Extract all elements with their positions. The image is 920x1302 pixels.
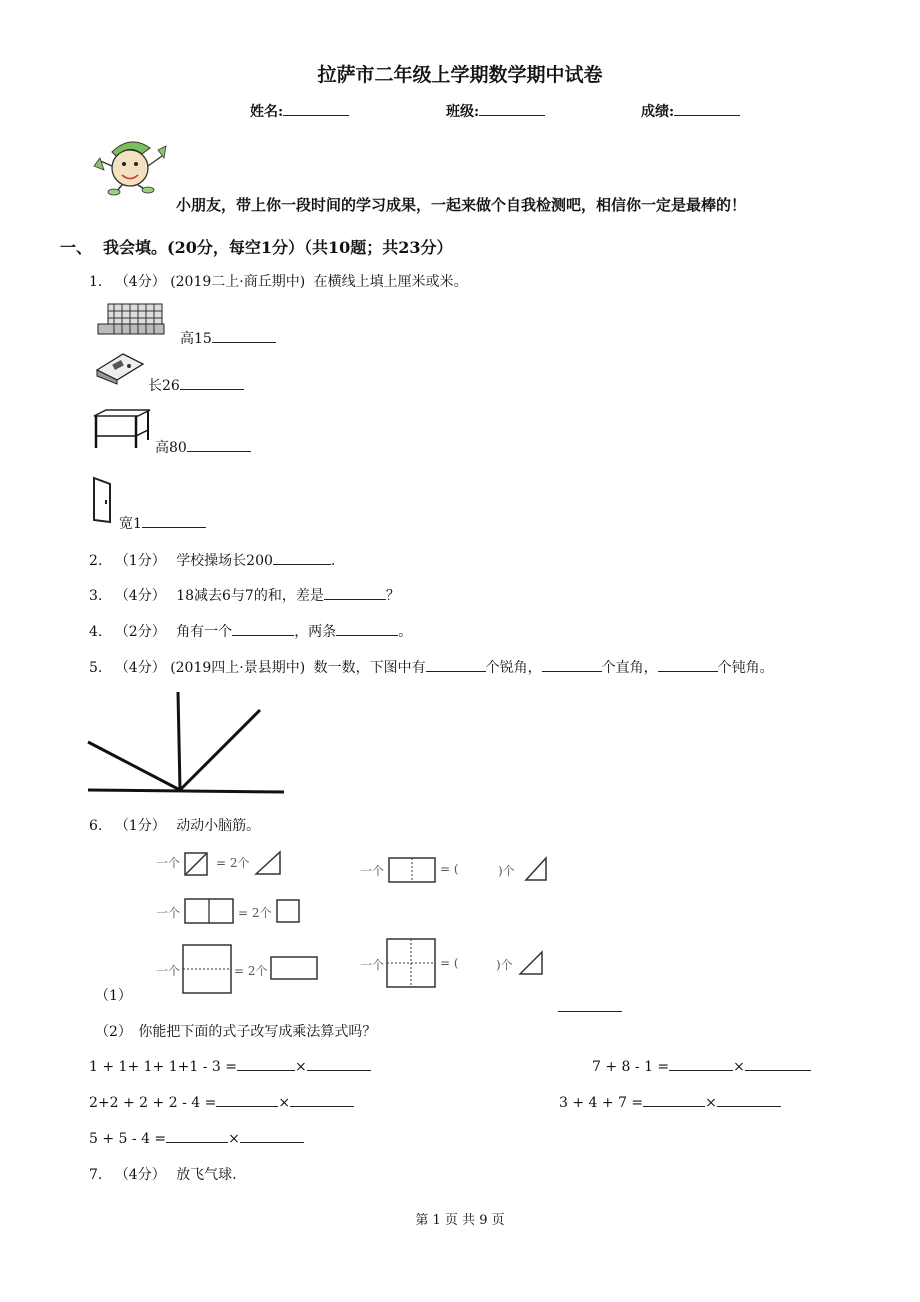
question-5 (89, 657, 774, 677)
question-6 (89, 815, 260, 835)
quartered-square-shape (386, 938, 436, 988)
q6-text: 动动小脑筋。 (176, 818, 261, 834)
times-sign: × (278, 1095, 291, 1111)
page-footer: 第 1 页 共 9 页 (415, 1213, 505, 1228)
fig-label-one: 一个 (156, 856, 181, 870)
q1-item-3 (155, 437, 251, 457)
q4-number: 4. (89, 624, 103, 640)
answer-blank[interactable] (745, 1056, 811, 1071)
q2-tail: . (330, 553, 336, 569)
answer-blank[interactable] (273, 550, 331, 565)
answer-blank[interactable] (240, 1128, 304, 1143)
eq-text: 3 + 4 + 7 = (559, 1095, 644, 1111)
q5-number: 5. (89, 660, 103, 676)
triangle-shape (518, 950, 544, 976)
answer-blank[interactable] (180, 375, 244, 390)
q1-number: 1. (89, 274, 103, 290)
answer-blank[interactable] (237, 1056, 295, 1071)
fig-row-3-left (156, 962, 180, 979)
door-image (92, 476, 116, 524)
q7-score: （4分） (114, 1167, 166, 1183)
q3-text: 18减去6与7的和，差是 (176, 588, 324, 604)
answer-blank[interactable] (658, 657, 718, 672)
q3-number: 3. (89, 588, 103, 604)
answer-blank[interactable] (558, 997, 622, 1012)
q4-text-a: 角有一个 (176, 624, 233, 640)
eq-text: 5 + 5 - 4 = (89, 1131, 167, 1147)
q5-text-c: 个直角， (601, 660, 658, 676)
answer-blank[interactable] (669, 1056, 733, 1071)
calculator-image (93, 350, 145, 384)
answer-blank[interactable] (166, 1128, 228, 1143)
q1-item-label: 宽1 (119, 516, 142, 532)
equation-3 (89, 1092, 354, 1111)
q4-score: （2分） (114, 624, 166, 640)
fig-label-two: 2个 (251, 906, 272, 920)
fig-row-1-left (156, 854, 180, 871)
eq-text: 1 + 1+ 1+ 1+1 - 3 = (89, 1059, 237, 1075)
fig-label-one: 一个 (156, 906, 181, 920)
fig-paren-close: )个 (498, 864, 515, 878)
question-1 (89, 271, 468, 291)
answer-blank[interactable] (307, 1056, 371, 1071)
q6-sub2-text: 你能把下面的式子改写成乘法算式吗？ (138, 1024, 377, 1040)
square-diagonal-shape (184, 852, 210, 876)
fig-label-one: 一个 (360, 958, 385, 972)
fig-row-3-right-close (496, 956, 513, 973)
fig-row-1-right-eq (440, 862, 459, 876)
rectangle-shape (270, 956, 320, 982)
answer-blank[interactable] (542, 657, 602, 672)
q7-number: 7. (89, 1167, 103, 1183)
question-2 (89, 550, 335, 570)
fig-row-3-right-eq (440, 956, 459, 970)
fig-eq: = (216, 856, 227, 870)
question-7 (89, 1164, 237, 1184)
q5-text-d: 个钝角。 (717, 660, 774, 676)
section-title: 我会填。(20分，每空1分）（共10题；共23分） (103, 238, 453, 257)
q1-source: (2019二上·商丘期中) (170, 274, 306, 290)
fig-eq: = (440, 862, 451, 876)
q3-tail: ？ (385, 588, 400, 604)
answer-blank[interactable] (336, 621, 398, 636)
fig-eq: = (238, 906, 249, 920)
rectangle-split-shape (184, 898, 234, 924)
name-label: 姓名: (250, 104, 284, 120)
fig-label-two: 2个 (229, 856, 250, 870)
big-square-shape (182, 944, 232, 994)
class-label: 班级: (446, 104, 480, 120)
q6-sub2-label: （2） (95, 1024, 132, 1040)
q5-source: (2019四上·景县期中) (170, 660, 306, 676)
q6-number: 6. (89, 818, 103, 834)
q1-item-label: 长26 (148, 378, 180, 394)
eq-text: 2+2 + 2 + 2 - 4 = (89, 1095, 217, 1111)
answer-blank[interactable] (717, 1092, 781, 1107)
rectangle-split-shape (388, 857, 436, 883)
score-label: 成绩: (641, 104, 675, 120)
fig-row-1-right (360, 862, 384, 879)
times-sign: × (228, 1131, 240, 1147)
question-3 (89, 585, 400, 605)
fig-paren-open: ( (453, 956, 459, 970)
fig-eq: = (440, 956, 451, 970)
q5-text-a: 数一数，下图中有 (313, 660, 426, 676)
eq-text: 7 + 8 - 1 = (592, 1059, 670, 1075)
answer-blank[interactable] (290, 1092, 354, 1107)
q1-item-2 (148, 375, 244, 395)
fig-row-3-right (360, 956, 384, 973)
fig-row-1-right-close (498, 862, 515, 879)
score-blank[interactable] (674, 101, 740, 116)
mascot-image (92, 130, 170, 194)
q3-score: （4分） (114, 588, 166, 604)
q5-text-b: 个锐角， (485, 660, 542, 676)
answer-blank[interactable] (212, 328, 276, 343)
q4-tail: 。 (398, 624, 413, 640)
fig-paren-close: )个 (496, 958, 513, 972)
fig-paren-open: ( (453, 862, 459, 876)
building-image (98, 300, 164, 336)
answer-blank[interactable] (187, 437, 251, 452)
times-sign: × (733, 1059, 745, 1075)
question-4 (89, 621, 412, 641)
fig-label-one: 一个 (360, 864, 385, 878)
class-field (446, 101, 545, 121)
section-number: 一、 (60, 238, 93, 257)
score-field (641, 101, 740, 121)
q1-score: （4分） (114, 274, 166, 290)
encouragement-text: 小朋友，带上你一段时间的学习成果，一起来做个自我检测吧，相信你一定是最棒的！ (176, 196, 747, 214)
q6-sub2 (95, 1021, 376, 1041)
times-sign: × (294, 1059, 307, 1075)
q1-item-4 (119, 513, 206, 533)
times-sign: × (705, 1095, 717, 1111)
equation-2 (592, 1056, 811, 1075)
fig-row-2-eq (238, 904, 272, 921)
answer-blank[interactable] (142, 513, 206, 528)
answer-blank[interactable] (324, 585, 386, 600)
q2-text: 学校操场长200 (176, 553, 273, 569)
q7-text: 放飞气球. (176, 1167, 237, 1183)
equation-4 (559, 1092, 781, 1111)
fig-row-2-left (156, 904, 180, 921)
triangle-shape (524, 856, 548, 882)
q1-item-label: 高80 (155, 440, 187, 456)
angles-figure (86, 690, 286, 794)
q1-item-label: 高15 (180, 331, 212, 347)
class-blank[interactable] (479, 101, 545, 116)
q1-item-1 (180, 328, 276, 348)
table-image (92, 410, 152, 450)
fig-row-1-eq (216, 854, 250, 871)
equation-1 (89, 1056, 371, 1075)
fig-row-3-eq (234, 962, 268, 979)
answer-blank[interactable] (643, 1092, 705, 1107)
fig-label-two: 2个 (247, 964, 268, 978)
q6-score: （1分） (114, 818, 166, 834)
page-title: 拉萨市二年级上学期数学期中试卷 (317, 64, 603, 86)
square-shape (276, 899, 302, 923)
answer-blank[interactable] (426, 657, 486, 672)
name-blank[interactable] (283, 101, 349, 116)
name-field (250, 101, 349, 121)
answer-blank[interactable] (216, 1092, 278, 1107)
triangle-shape (254, 850, 282, 876)
answer-blank[interactable] (232, 621, 294, 636)
q2-number: 2. (89, 553, 103, 569)
q5-score: （4分） (114, 660, 166, 676)
fig-label-one: 一个 (156, 964, 181, 978)
q2-score: （1分） (114, 553, 166, 569)
fig-eq: = (234, 964, 245, 978)
equation-5 (89, 1128, 304, 1147)
q1-text: 在横线上填上厘米或米。 (313, 274, 468, 290)
q6-sub1-answer (558, 997, 622, 1016)
q4-text-b: ，两条 (294, 624, 337, 640)
q6-sub1-label: （1） (95, 988, 132, 1004)
